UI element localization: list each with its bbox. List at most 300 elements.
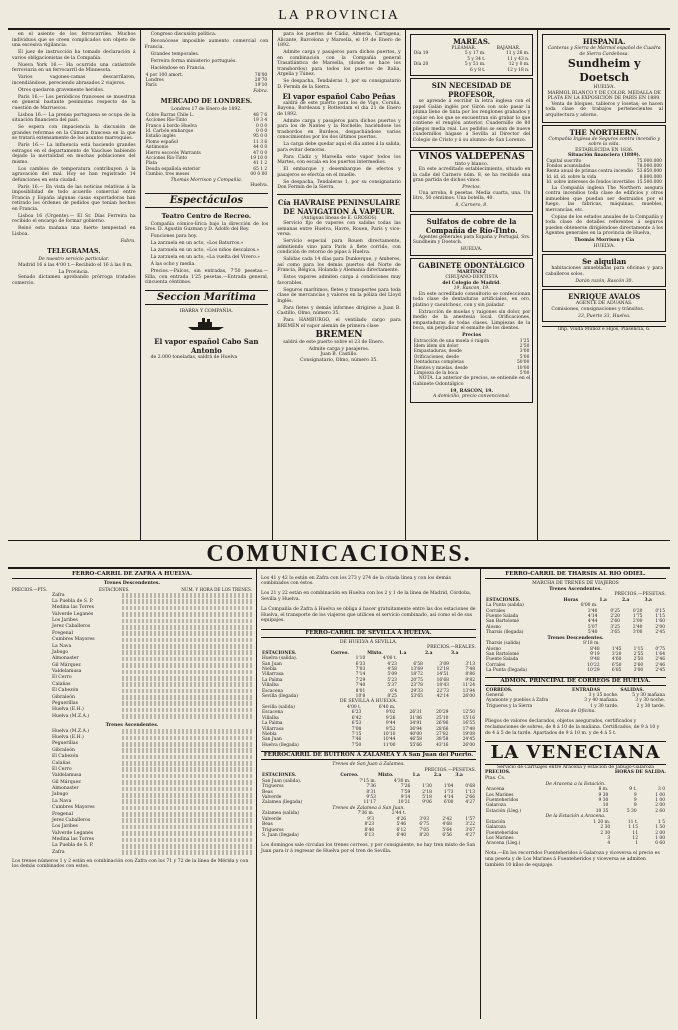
teatro-text: Compañía cómico-lírica bajo la dirección de los Sres. D. Agustín Guzman y D. Adolfo del Rey. [144,221,269,233]
sevilla-row-cell: Huelva (salida). [262,656,298,662]
mercado-row-cell: Antimonio [145,145,169,151]
mercado-date: Londres 17 de Enero de 1892. [171,107,242,113]
sevilla-timetable-column [257,569,481,1019]
vapor2-paragraph: saldrá de este puerto para los de Vigo, Coruña, Bayona, Bordeaux y Rotterdam el día 21 de Enero de 1892. [277,100,401,117]
northern-established: ESTABLECIDA EN 1836. [575,147,634,153]
zafra-station-row-times [122,736,252,741]
precios-heading: Precios [462,333,482,339]
bremen-heading: BREMEN [315,329,363,340]
precio-row-cell: Ídem ídem sin dolor [413,343,459,349]
marmol-text: Venta de bloques, tableros y losetas; se hacen toda clase de trabajos pertenecientes al arquitectura y adorno. [545,101,663,118]
zafra-station-row-times [122,631,252,636]
imprenta-credit: Imp. Viuda Muñoz é Hijos, Plasencia, 6. [542,326,666,333]
zafra-station-row-times [122,761,252,766]
buitron-row-cell: 4'27 [465,833,475,839]
mercado-signature: Thomás Morrison y Compañía. [170,177,243,183]
sevilla-row-cell: Villarrasa [262,726,284,732]
buitron-row-cell: Beas [262,789,273,795]
zafra-station-row-label: Zafra [52,849,65,855]
news-paragraph: París 16.— En vista de las noticias relativas á la imposibilidad de todo acuerdo comercial entre Francia y España algunas casas exportadoras han retirado los órdenes de pedidos que tenían hechos en Francia. [12,184,136,212]
rate-row-cell: 4 por 100 amort. [145,72,184,78]
sevilla-row-cell: 29'33 [410,688,423,694]
tharsis-row-cell: La Punta (salida) [486,603,524,609]
vapor2-paragraph: Se despacha, Tendaleras 1, por su consignatario Don Fermín de la Sierra. [277,179,401,190]
veneciana-row-cell: Los Marines [486,792,514,798]
veneciana-precios: PRECIOS. [485,770,511,776]
buitron-subheading-2: Trenes de Zalamea á San Juan. [332,805,405,811]
zafra-station-row-times [122,625,252,630]
zafra-station-row-label: Valverde Leganés [52,830,94,836]
buitron-row-cell: 4'68 [442,822,452,828]
correos-header-row-cell: SALIDAS. [620,687,644,693]
vapor-heading: El vapor español Cabo San Antonio [154,336,259,355]
buitron-row-cell: 6'00 [443,800,454,806]
tharsis-row-cell: Fuente Salada [486,657,519,663]
zafra-descendentes-heading: Trenes Descendentes. [103,581,161,586]
buitron-row [261,833,476,838]
buitron-header-row-cell: 2.a [433,773,442,779]
precio-row-cell: Dentaduras completas [413,360,464,366]
zafra-station-row-label: Huelva (M.Z.A.) [52,713,90,719]
capital-row-cell: Capital suscrito [546,158,582,164]
zafra-station-row-times [122,767,252,772]
tharsis-row-cell: 1'64 [655,652,665,658]
mareas-table [413,46,531,73]
zafra-station-row-label: Huelva (M.Z.A.) [52,728,90,734]
sevilla-header-row-cell: Mixto. [367,650,383,656]
teatro-line: Precios.—Palcos, sin entradas, 7'50 pesetas.—Silla, con entrada 1'25 pesetas.—Entrada general, cincuenta céntimos. [144,269,269,286]
mercado-row-cell: 48 7 6 [253,112,268,118]
buitron-row-cell: 2'18 [422,789,432,795]
sevilla-row-cell: Villalba [262,683,279,689]
tharsis-row-cell: 2'45 [655,630,665,636]
zafra-descendentes-list [12,592,252,720]
veneciana-table-1 [485,787,666,814]
tharsis-row-cell: 4'44 [587,619,598,625]
precio-row-cell: Dientes y muelas, desde [413,365,468,371]
zafra-station-row [12,735,252,741]
veneciana-row-cell: 9 [633,798,637,804]
zafra-station-row-times [122,844,252,849]
capital-row-cell: 15.500.000 [636,180,662,186]
tharsis-row-cell: Tharsis (llegada) [486,630,524,636]
sevilla-row-cell: 27'82 [436,732,449,737]
veneciana-table-2 [485,820,666,847]
gabinete-note-address: 19, RASCON, 19. [450,388,494,394]
zafra-station-row-label: Gibraleón [52,747,75,753]
zafra-station-row-times [122,818,252,823]
zafra-station-row [12,611,252,617]
sevilla-row-cell: 7'15 [351,732,362,737]
buitron-row-cell: 8'20 [419,833,430,839]
buitron-subheading: Trenes de San Juan á Zalamea. [332,762,405,768]
teatro-line: La zarzuela en un acto, «Los niños descalzos.» [150,248,260,254]
mareas-row-cell: 11 y 43 n. [507,56,530,62]
zafra-station-row [12,760,252,766]
tharsis-row-cell: 6'50 [611,662,622,668]
zafra-station-row-label: Valdelamusa [52,669,82,675]
mercado-row-cell: 0 0 0 [256,128,268,134]
mercado-row-cell: Hierro escocés Warrants [145,150,201,156]
zafra-station-row-times [122,742,252,747]
seccion-maritima-heading: Seccion Marítima [145,290,269,305]
tharsis-row-cell: 3'00 [632,630,643,636]
zafra-station-row-times [122,606,252,611]
precio-row-cell: Extracción de una muela ó raigón [413,338,490,344]
buitron-row-cell: 11'17 [363,800,376,806]
newspaper-page [8,6,670,1016]
sevilla-row-cell: 40'00 [409,732,422,737]
tharsis-row-cell: 9'19 [590,652,600,658]
zafra-station-row-times [122,619,252,624]
tharsis-row-cell: Alosno [486,646,501,652]
sevilla-table-2 [261,705,476,748]
tharsis-row-cell: 0'20 [632,608,643,614]
sevilla-row-cell: 9'44 [385,721,396,727]
veneciana-row-cell: 9 t. [629,787,637,793]
column-news-2 [141,30,274,540]
news-signature: Fabra. [120,238,136,244]
veneciana-row-cell: Estación [486,819,506,825]
sevilla-row-cell: 26'31 [409,710,422,716]
zafra-station-row [12,805,252,811]
telegramas-subheading: De nuestro servicio particular. [38,257,110,262]
zafra-station-row-times [122,780,252,785]
mercado-row-cell: Acciones Río-Tinto [145,118,188,124]
zafra-station-row-times [122,729,252,734]
zafra-station-row-label: Huelva (E.H.) [52,707,84,713]
gabinete-text: En este acreditado consultorio se confeccionan toda clase de dentaduras artificiales, en oro, platino y caoutchouc, con y sin paladar. [412,291,531,308]
zafra-station-row [12,592,252,598]
news-paragraph: en el asiento de los ferrocarriles. Muchos individuos que se creen complicados son objeto de una excesiva vigilancia. [12,32,136,48]
correos-table [485,688,666,710]
bremen-consignatario: Consignatario, Olmo, número 35. [300,357,378,363]
tharsis-header-row-cell: 3.a [644,597,652,603]
tharsis-row-cell: 1'15 [633,646,644,652]
mercado-row-cell: Cambio, tres meses [145,172,190,178]
tharsis-row-cell: 2'00 [655,624,665,630]
tharsis-row-cell: 8'18 m. [583,641,600,647]
zafra-station-row-times [122,748,252,753]
mareas-row-cell: Día 20 [413,62,429,68]
vapor-paragraph: Admite carga y pasajeros para dichos puertos, y en combinación con la Compañía general Trasatlántica de Marsella, (donde se hace los transbordos) para todos los puertos de Italia, Argelia y Túnez. [277,50,401,77]
zafra-station-row-label: Jerez Caballeros [52,817,91,823]
mareas-row-cell: 5 y 34 t. [467,56,486,62]
mareas-row-cell: 6 y 8 t. [470,67,486,73]
sevilla-row-cell: 5'37 [387,683,397,689]
zafra-station-row-label: Gil Márquez [52,662,81,668]
tharsis-row-cell: 10'29 [587,668,600,674]
rate-row-cell: Londres [145,77,164,83]
tharsis-row [485,668,666,673]
veneciana-row-cell: Galaroza [486,825,506,831]
rate-row-cell: 78'00 [254,72,268,78]
havraise-heading: Cía HAVRAISE PENINSULAIRE DE NAVIGATION Á VAPEUR. [277,197,401,216]
sevilla-row-cell: 34'91 [409,721,422,727]
zafra-station-row-label: Calañas [52,760,71,766]
vinos-subheading: tinto y blanco. [454,161,489,167]
teatro-lines [145,234,269,286]
zafra-station-row-label: Jabugo [52,792,69,798]
tharsis-row-cell: San Bartolomé [486,619,520,625]
sevilla-row-cell: 7'46 [351,737,362,743]
zafra-station-row-label: Fregenal [52,811,73,817]
zafra-station-row-times [122,838,252,843]
vinos-text: En este acreditado establecimiento, situado en la calle del Carnero núm. 8, se ha recibido una gran partida de dichos vinos. [412,167,531,184]
tharsis-row-cell: 5'40 [587,630,598,636]
capital-row [545,169,663,174]
northern-agents: Thomás Morrison y Cía [574,238,635,244]
zafra-station-row-times [122,695,252,700]
buitron-row-cell: 4'26 [396,816,407,822]
buitron-row-cell: 7'05 [419,827,430,833]
sevilla-row-cell: 10'44 [383,737,396,743]
mercado-row-cell: Deuda española exterior [145,166,201,172]
sevilla-row [261,743,476,748]
zafra-station-row-label: Gil Márquez [52,779,81,785]
tharsis-row-cell: 2'40 [632,624,643,630]
bremen-text: saldrá de este puerto sobre el 23 de Enero. [283,339,385,345]
buitron-header-row-cell: 3.a [455,773,463,779]
teatro-line: La zarzuela en un acto, «Los Baturros.» [150,241,244,247]
buitron-row-cell: 4'30 m. [393,778,411,784]
enrique-text: Comisiones, consignaciones y tránsitos. [551,306,645,312]
buitron-row-cell: Trigueros [262,827,284,833]
sevilla-row-cell: 7'08 [351,726,362,732]
sevilla-row-cell: 9'26 [385,715,396,721]
zafra-station-row-times [122,806,252,811]
news-paragraph: Nueva York 16.— Ha ocurrido una catástrofe ferroviaria en un ferrocarril de Minnesota. [12,62,136,73]
zafra-station-row-label: Fregenal [52,630,73,636]
zafra-station-row [12,605,252,611]
tharsis-row-cell: 3'00 [633,668,644,674]
veneciana-row-cell: 9 [633,792,637,798]
masthead-title: LA PROVINCIA [8,6,670,30]
column-ads-2 [538,30,670,540]
espectaculos-heading: Espectáculos [145,193,269,208]
zafra-station-row-times [122,663,252,668]
column-news-1 [8,30,141,540]
sevilla-row-cell: 8'86 [465,672,475,678]
vapor2-paragraphs [277,101,401,191]
zafra-station-row [12,650,252,656]
sevilla-row-cell: 3'09 [439,661,449,667]
hispania-place: HUELVA. [593,85,615,90]
zafra-note: Los trenes números 1 y 2 están en combinación con Zafra con los 71 y 72 de la línea de Mérida y con los demás combinados con estos. [12,858,249,870]
mareas-row-cell: 12 y 18 n. [507,67,530,73]
precio-row-cell: 3'00 [519,349,530,355]
sevilla-row-cell: 17'48 [462,726,475,732]
sevilla-row-cell: 5'23 [387,677,397,683]
zafra-station-row-label: El Cabezón [52,754,79,760]
rates-table [145,73,269,89]
zafra-station-row-label: Almonaster [52,656,79,662]
veneciana-row-cell: 2 30 [600,825,611,831]
precio-row-cell: 5'00 [519,370,530,376]
zafra-station-row-label: Almonaster [52,786,79,792]
tharsis-row-cell: 1'60 [655,619,665,625]
northern-agents-place: HUELVA. [593,243,615,249]
zafra-station-row-label: Zafra [52,592,65,598]
tharsis-row-cell: 2'55 [633,652,644,658]
tharsis-row-cell: 2'60 [633,662,644,668]
enrique-heading: ENRIQUE AVALOS [568,292,641,302]
zafra-station-row-times [122,612,252,617]
veneciana-row-cell: 12 [632,836,638,842]
sevilla-row-cell: 8'25 [387,693,397,699]
zafra-station-row-times [122,787,252,792]
zafra-station-row-times [122,644,252,649]
tharsis-subheading: MARCHA DE TRENES DE VIAJEROS [532,581,619,586]
buitron-row-cell: 8'23 [364,822,375,828]
buitron-row-cell: 7'36 [366,784,376,790]
buitron-row-cell: Trigueros [262,784,284,790]
sevilla-row-cell: 9'02 [385,710,396,716]
zafra-combination-note-3: La Compañía de Zafra á Huelva se obliga á hacer gratuitamente entre las dos estaciones de Huelva, el transporte de los viajeros que utilicen el servicio combinado, así como el de sus equipajes. [261,607,476,624]
vapor2-paragraph: Admite carga y pasajeros para dichos puertos y para los de Nantes y la Rochelle, haciéndose los trasbordos en Burdeos, despachándose varios conocimientos por los dos últimos puertos. [277,118,401,140]
capital-row-cell: Fondos acumulados [546,163,591,169]
zafra-station-row [12,779,252,785]
sevilla-row-cell: 18'43 [436,683,449,689]
veneciana-row-cell: Estación (Lleg.) [486,808,522,814]
tharsis-row-cell: 0'75 [655,646,665,652]
news-paragraph: El juez de instrucción ha tomado declaración á varios obligacionistas de la Compañía. [12,50,136,61]
sevilla-row-cell: 22'73 [436,688,449,694]
sevilla-row-cell: 6'4 [390,688,397,694]
sevilla-row-cell: 6'42 [351,715,362,721]
sevilla-row-cell: 28'66 [436,726,449,732]
sevilla-row-cell: La Palma [262,721,283,727]
zafra-station-row [12,694,252,700]
news-paragraph: Ferreira forma ministerio portugués. [150,58,237,64]
sevilla-row-cell: 18'72 [410,672,423,678]
capital-row-cell: 78.000.000 [636,163,662,169]
sevilla-row-cell: 16'55 [462,721,475,727]
havraise-paragraph: Salidas cada 14 días para Dunkerque, y Amberes, así como para los demás puertos del Norte de Francia, Bélgica, Holanda y Alemania directamente. [277,257,401,273]
sevilla-header-row-cell: 2.a [424,650,433,656]
buitron-table-1 [261,773,476,805]
zafra-station-row-times [122,774,252,779]
mercado-row-cell: 19 10 0 [250,155,268,161]
mercado-row-cell: 44 0 0 [253,145,268,151]
alquilan-box [542,254,666,287]
buitron-row-cell: 4'14 [443,795,454,801]
zafra-station-row [12,728,252,734]
correos-title: ADMON. PRINCIPAL DE CORREOS DE HUELVA. [485,677,666,686]
tharsis-row-cell: Tharsis (salida) [486,641,521,647]
buitron-row-cell: 9'3 [367,816,375,822]
zafra-station-row [12,792,252,798]
sevilla-row-cell: Escacena [262,688,284,694]
capital-row-cell: 8.800.000 [639,174,662,180]
sevilla-row-cell: 9'52 [385,726,396,732]
buitron-row-cell: 1'57 [465,816,475,822]
zafra-station-row-times [122,676,252,681]
mercado-row-cell: Acciones Río-Tinto [145,155,188,161]
correos-row-cell: 3 y 30 noche. [635,698,665,704]
tharsis-descendentes: Trenes Descendentes. [547,635,604,641]
tharsis-row-cell: 8'48 [590,646,600,652]
havraise-paragraphs [277,221,401,329]
sevilla-row-cell: 20'75 [410,677,423,683]
sevilla-row-cell: 1'10 [355,656,366,662]
veneciana-row [485,841,666,846]
teatro-heading: Teatro Centro de Recreo. [161,211,252,220]
veneciana-row-cell: 2 30 [600,830,611,836]
mareas-row-cell: Día 19 [413,51,429,57]
sevilla-subheading: DE HUELVA Á SEVILLA. [339,639,398,645]
mareas-row-cell: 5 y 51 m. [464,62,486,68]
vapor2-heading: El vapor español Cabo Peñas [282,91,396,101]
precio-row-cell: Empastaduras, desde [413,349,462,355]
vapor2-paragraph: El embarque y desembarque de efectos y pasajeros se efectúa en el muelle. [277,167,401,178]
news-paragraph: París 16.— Los periódicos franceses se muestran en general bastante pesimistas respecto de la cuestión de Marruecos. [12,94,136,111]
sevilla-row-cell: 11'00 [383,742,396,748]
zafra-station-row-times [122,831,252,836]
sevilla-row-cell: San Juan [262,661,282,667]
mercado-row-cell: Franco á bordo Huelva [145,123,197,129]
mercado-row-cell: 11 3 6 [253,139,268,145]
sevilla-row-cell: 7'40 [355,683,366,689]
gabinete-note: NOTA. La anterior de precios, se entiende en el Gabinete Odontálgico [412,376,531,387]
tharsis-row-cell: 3'65 [610,630,620,636]
mercado-row-cell: Plata [145,161,157,167]
sevilla-header-row-cell: ESTACIONES. [262,650,297,656]
sevilla-row-cell: 24'45 [462,737,475,743]
tharsis-header-row-cell: Horas [563,597,579,603]
buitron-row-cell: 9'14 [400,795,411,801]
teatro-line: Á las ocho y media. [150,262,196,268]
buitron-precios: PRECIOS.—PESETAS. [424,767,476,773]
correos-row-cell: 5 y 30 mañana [632,693,665,699]
sevilla-row-cell: Sevilla (salida) [262,704,295,710]
zafra-station-row-label: La Nava [52,643,72,649]
correos-header-row-cell: ENTRADAS [571,687,601,693]
mareas-row-cell: 12 y 0 m. [508,62,530,68]
zafra-station-row [12,618,252,624]
buitron-row-cell: 1'04 [443,784,454,790]
sevilla-row-cell: 46'58 [409,737,422,743]
sevilla-header-row-cell: 3.a [450,650,459,656]
zafra-station-row-times [122,599,252,604]
zafra-station-row [12,843,252,849]
veneciana-row-cell: 4 [607,841,611,847]
mercado-heading: MERCADO DE LONDRES. [160,97,253,106]
zafra-station-row-label: El Cerro [52,766,72,772]
zafra-combination-note: Los 41 y 42 lo están en Zafra con los 273 y 274 de la citada línea y con los demás combinados con éstos. [261,575,451,587]
buitron-row-cell: 8'31 [366,789,376,795]
correos-text: Pliegos de valores declarados, objetos asegurados, certificados y reclamaciones de sobres, de 8 á 10 de la mañana. Certificados, de 9 á 10 y de 4 á 5 de la tarde. Apartados de 9 á 10 m. y de 4 á 5 t. [485,719,660,736]
precio-row-cell: 2'50 [519,343,530,349]
tharsis-row-cell: 3'20 [611,652,622,658]
buitron-row-cell: 3'67 [465,827,475,833]
veneciana-dir-2: De la Estación a Aracena. [545,814,606,820]
zafra-station-row [12,630,252,636]
zafra-station-row-label: Calañas [52,681,71,687]
bremen-admite: Admite carga y pasajeros. [308,346,370,352]
buitron-header-row-cell: Correo. [340,773,359,779]
news-paragraph: Lisboa 16 (Urgente).— El Sr. Días Ferreira ha recibido el encargo de formar gobierno. [12,213,136,224]
sevilla-row-cell: 4'00 t. [347,704,362,710]
sevilla-row-cell: 12'50 [462,710,475,716]
zafra-station-row-times [122,689,252,694]
veneciana-subheading: Servicio de Carruajes entre Aracena y estación de Jabugo-Galaroza [497,764,654,770]
vinos-prices: Una arroba, 8 pesetas. Media cuarta, una. Un litro, 50 céntimos. Una botella, 40. [412,190,531,202]
havraise-paragraph: Servicio especial para Rouen directamente, admitiendo vino para París á flete corrido, con condición de retorno de pipas á Huelva. [277,239,401,255]
veneciana-row-cell: 2 00 [655,803,665,809]
sevilla-row-cell: 7'14 [355,672,366,678]
gabinete-name: MARTINEZ [457,269,487,275]
